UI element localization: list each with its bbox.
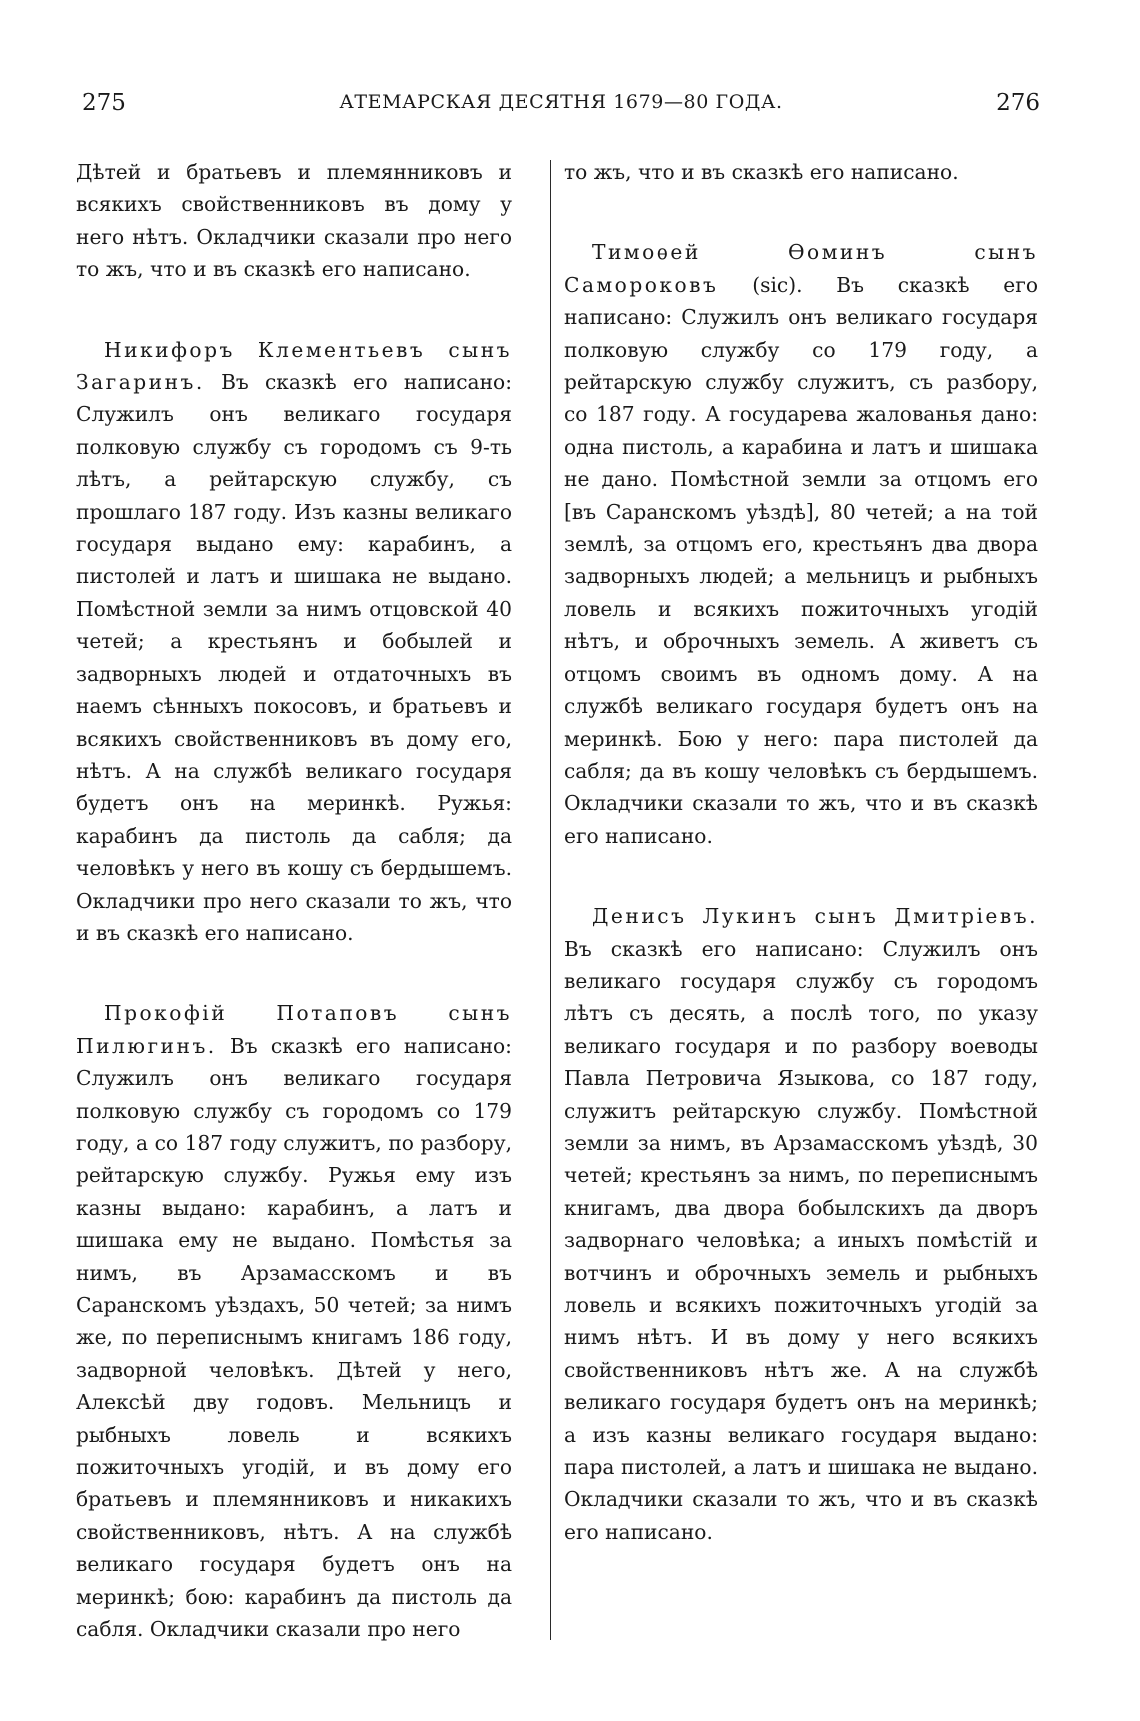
paragraph-gap bbox=[76, 949, 512, 997]
paragraph-gap bbox=[76, 286, 512, 334]
entry-text-samorokov: (sic). Въ сказкѣ его написано: Служилъ онъ великаго государя полковую службу со 179 году, а рейтарскую службу служитъ, съ разбору, со 187 году. А государева жалованья дано: одна пистоль, а карабина и латъ и шишака не дано. Помѣстной земли за отцомъ его [въ Саранскомъ уѣздѣ], 80 четей; а на той землѣ, за отцомъ его, крестьянъ два двора задворныхъ людей; а мельницъ и рыбныхъ ловель и всякихъ пожиточныхъ угодій нѣтъ, и оброчныхъ земель. А живетъ съ отцомъ своимъ въ одномъ дому. А на службѣ великаго государя будетъ онъ на меринкѣ. Бою у него: пара пистолей да сабля; да въ кошу человѣкъ съ бердышемъ. Окладчики сказали то жъ, что и въ сказкѣ его написано. bbox=[564, 272, 1038, 848]
entry-dmitriev bbox=[564, 900, 1038, 1548]
left-column bbox=[76, 156, 512, 1645]
entry-name-pilyugin: Прокофій Потаповъ сынъ Пилюгинъ. bbox=[76, 1001, 512, 1058]
entry-name-samorokov: Тимоѳей Ѳоминъ сынъ Самороковъ bbox=[564, 240, 1038, 297]
page-header bbox=[82, 90, 1040, 130]
entry-text-zagarin: Въ сказкѣ его написано: Служилъ онъ великаго государя полковую службу съ городомъ съ 9-ть лѣтъ, а рейтарскую службу, съ прошлаго 187 году. Изъ казны великаго государя выдано ему: карабинъ, а пистолей и латъ и шишака не выдано. Помѣстной земли за нимъ отцовской 40 четей; а крестьянъ и бобылей и задворныхъ людей и отдаточныхъ въ наемъ сѣнныхъ покосовъ, и братьевъ и всякихъ свойственниковъ въ дому его, нѣтъ. А на службѣ великаго государя будетъ онъ на меринкѣ. Ружья: карабинъ да пистоль да сабля; да человѣкъ у него въ кошу съ бердышемъ. Окладчики про него сказали то жъ, что и въ сказкѣ его написано. bbox=[76, 370, 512, 945]
paragraph-gap bbox=[564, 852, 1038, 900]
right-column bbox=[564, 156, 1038, 1548]
left-paragraph-1: Дѣтей и братьевъ и племянниковъ и всякихъ свойственниковъ въ дому у него нѣтъ. Окладчики сказали про него то жъ, что и въ сказкѣ его написано. bbox=[76, 160, 512, 282]
entry-pilyugin bbox=[76, 997, 512, 1645]
entry-samorokov bbox=[564, 236, 1038, 852]
page-number-left: 275 bbox=[82, 90, 126, 116]
entry-name-dmitriev: Денисъ Лукинъ сынъ Дмитріевъ. bbox=[592, 904, 1038, 929]
running-title: АТЕМАРСКАЯ ДЕСЯТНЯ 1679—80 ГОДА. bbox=[339, 91, 783, 113]
paragraph-gap bbox=[564, 188, 1038, 236]
entry-zagarin bbox=[76, 334, 512, 950]
column-divider bbox=[550, 160, 551, 1640]
right-paragraph-1: то жъ, что и въ сказкѣ его написано. bbox=[564, 160, 959, 184]
entry-text-pilyugin: Въ сказкѣ его написано: Служилъ онъ великаго государя полковую службу съ городомъ со 179 году, а со 187 году служитъ, по разбору, рейтарскую службу. Ружья ему изъ казны выдано: карабинъ, а латъ и шишака ему не выдано. Помѣстья за нимъ, въ Арзамасскомъ и въ Саранскомъ уѣздахъ, 50 четей; за нимъ же, по переписнымъ книгамъ 186 году, задворной человѣкъ. Дѣтей у него, Алексѣй дву годовъ. Мельницъ и рыбныхъ ловель и всякихъ пожиточныхъ угодій, и въ дому его братьевъ и племянниковъ и никакихъ свойственниковъ, нѣтъ. А на службѣ великаго государя будетъ онъ на меринкѣ; бою: карабинъ да пистоль да сабля. Окладчики сказали про него bbox=[76, 1033, 512, 1642]
page-number-right: 276 bbox=[996, 90, 1040, 116]
entry-text-dmitriev: Въ сказкѣ его написано: Служилъ онъ великаго государя службу съ городомъ лѣтъ съ десять, а послѣ того, по указу великаго государя и по разбору воеводы Павла Петровича Языкова, со 187 году, служитъ рейтарскую службу. Помѣстной земли за нимъ, въ Арзамасскомъ уѣздѣ, 30 четей; крестьянъ за нимъ, по переписнымъ книгамъ, два двора бобылскихъ да дворъ задворнаго человѣка; а иныхъ помѣстій и вотчинъ и оброчныхъ земель и рыбныхъ ловель и всякихъ пожиточныхъ угодій за нимъ нѣтъ. И въ дому у него всякихъ свойственниковъ нѣтъ же. А на службѣ великаго государя будетъ онъ на меринкѣ; а изъ казны великаго государя выдано: пара пистолей, а латъ и шишака не выдано. Окладчики сказали то жъ, что и въ сказкѣ его написано. bbox=[564, 936, 1038, 1544]
entry-name-zagarin: Никифоръ Клементьевъ сынъ Загаринъ. bbox=[76, 337, 512, 395]
